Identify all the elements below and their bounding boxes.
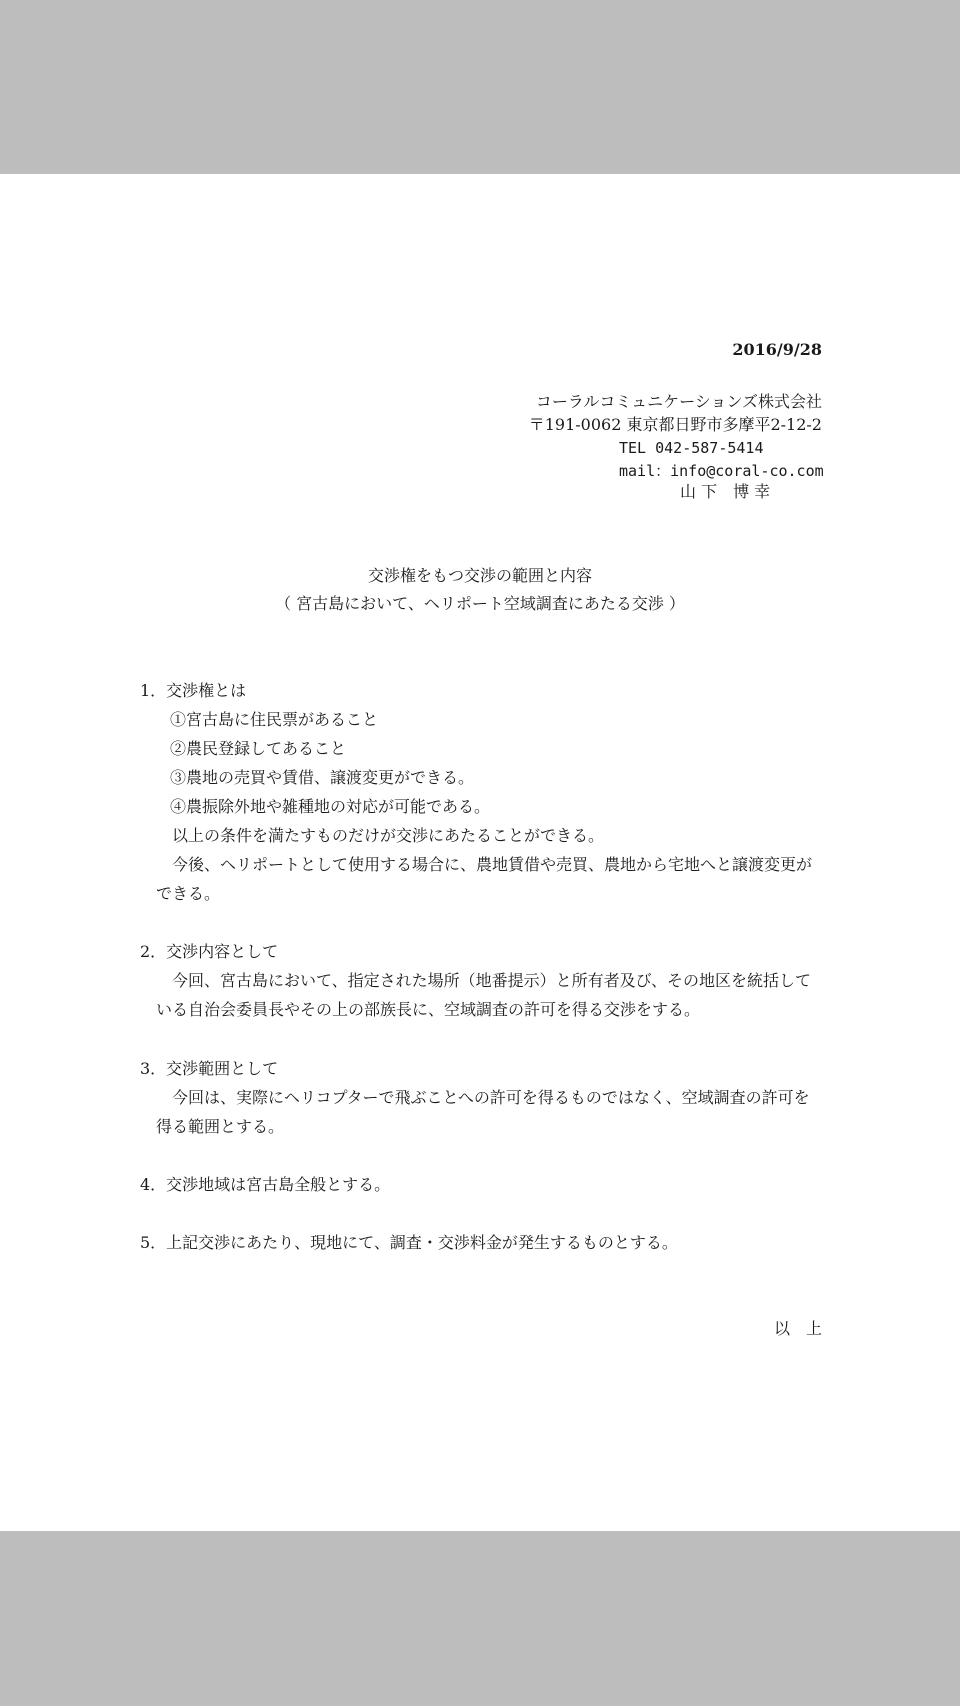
section-4 — [140, 1170, 824, 1199]
section-3 — [140, 1054, 824, 1141]
list-item: ③農地の売買や賃借、譲渡変更ができる。 — [170, 768, 475, 787]
closing-mark: 以 上 — [773, 1319, 822, 1338]
paragraph: 以上の条件を満たすものだけが交渉にあたることができる。 — [172, 826, 605, 845]
list-item: ①宮古島に住民票があること — [170, 710, 379, 729]
section-heading: 1．交渉権とは — [140, 681, 247, 700]
section-heading: 5．上記交渉にあたり、現地にて、調査・交渉料金が発生するものとする。 — [140, 1233, 678, 1252]
section-1 — [140, 676, 824, 908]
paragraph: 今回、宮古島において、指定された場所（地番提示）と所有者及び、その地区を統括している自治会委員長やその上の部族長に、空域調査の許可を得る交渉をする。 — [156, 971, 812, 1019]
document-title: 交渉権をもつ交渉の範囲と内容 — [367, 566, 592, 585]
section-heading: 4．交渉地域は宮古島全般とする。 — [140, 1175, 391, 1194]
list-item: ②農民登録してあること — [170, 739, 347, 758]
paragraph: 今後、ヘリポートとして使用する場合に、農地賃借や売買、農地から宅地へと譲渡変更ができる。 — [156, 855, 813, 903]
paragraph: 今回は、実際にヘリコプターで飛ぶことへの許可を得るものではなく、空域調査の許可を得る範囲とする。 — [156, 1088, 810, 1136]
section-5 — [140, 1228, 824, 1257]
sender-address: 〒191-0062 東京都日野市多摩平2-12-2 — [528, 415, 822, 434]
section-2 — [140, 937, 824, 1024]
sender-mail: mail：info@coral-co.com — [619, 462, 824, 480]
list-item: ④農振除外地や雑種地の対応が可能である。 — [170, 797, 491, 816]
sender-company: コーラルコミュニケーションズ株式会社 — [535, 392, 822, 411]
section-heading: 3．交渉範囲として — [140, 1059, 279, 1078]
sender-name: 山 下 博 幸 — [680, 482, 771, 501]
sender-tel: TEL 042-587-5414 — [619, 439, 764, 457]
document-page — [0, 174, 960, 1531]
section-heading: 2．交渉内容として — [140, 942, 279, 961]
document-subtitle: （ 宮古島において、ヘリポート空域調査にあたる交渉 ） — [275, 594, 685, 613]
document-date: 2016/9/28 — [732, 340, 822, 359]
